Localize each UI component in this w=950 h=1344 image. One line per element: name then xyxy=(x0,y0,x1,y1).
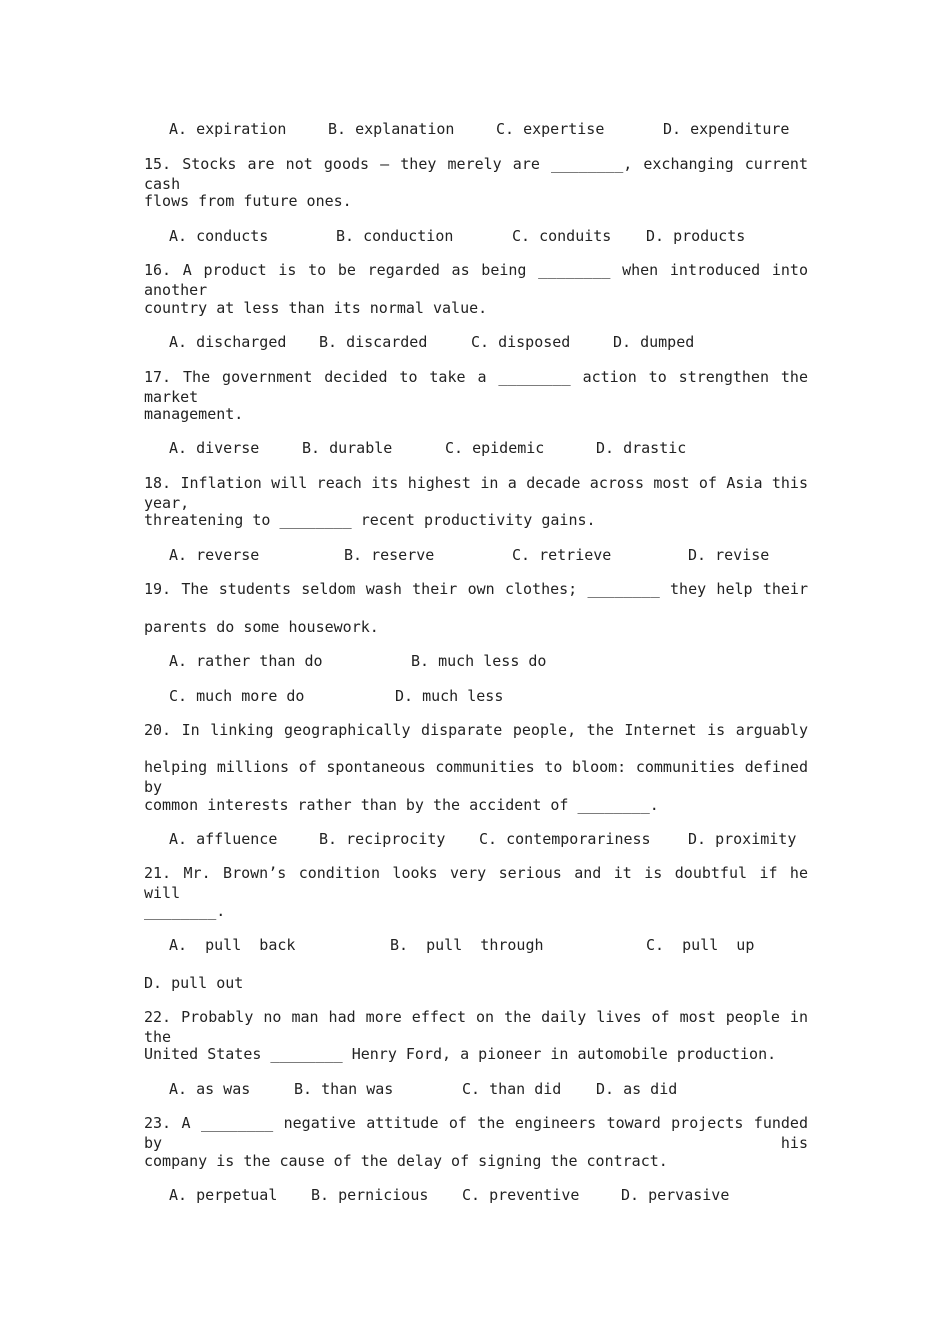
q21-option-b: B. pull through xyxy=(390,936,544,954)
q16-option-d: D. dumped xyxy=(613,333,695,351)
q21-option-c: C. pull up xyxy=(646,936,755,954)
q21-option-d: D. pull out xyxy=(144,974,244,992)
q14-option-d: D. expenditure xyxy=(663,120,790,138)
q15-stem-line1: 15. Stocks are not goods – they merely are ________, exchanging current cash xyxy=(144,155,808,193)
q20-option-b: B. reciprocity xyxy=(319,830,446,848)
q18-option-a: A. reverse xyxy=(169,546,260,564)
q22-option-b: B. than was xyxy=(294,1080,394,1098)
q17-stem-line1: 17. The government decided to take a ________ action to strengthen the market xyxy=(144,368,808,406)
q15-option-b: B. conduction xyxy=(336,227,454,245)
q19-option-a: A. rather than do xyxy=(169,652,323,670)
q19-stem-line2: parents do some housework. xyxy=(144,618,379,636)
q14-option-a: A. expiration xyxy=(169,120,287,138)
q16-stem-line2: country at less than its normal value. xyxy=(144,299,488,317)
q18-option-d: D. revise xyxy=(688,546,770,564)
q19-option-b: B. much less do xyxy=(411,652,547,670)
q20-stem-line2: helping millions of spontaneous communities to bloom: communities defined by xyxy=(144,758,808,796)
q23-stem-line1: 23. A ________ negative attitude of the engineers toward projects funded by his xyxy=(144,1114,808,1152)
q17-option-b: B. durable xyxy=(302,439,393,457)
q23-stem-line2: company is the cause of the delay of signing the contract. xyxy=(144,1152,668,1170)
q18-stem-line2: threatening to ________ recent productivity gains. xyxy=(144,511,596,529)
q21-option-a: A. pull back xyxy=(169,936,296,954)
q16-option-a: A. discharged xyxy=(169,333,287,351)
q20-stem-line1: 20. In linking geographically disparate people, the Internet is arguably xyxy=(144,721,808,739)
q20-option-c: C. contemporariness xyxy=(479,830,651,848)
q17-option-a: A. diverse xyxy=(169,439,260,457)
q15-option-c: C. conduits xyxy=(512,227,612,245)
q18-option-c: C. retrieve xyxy=(512,546,612,564)
q16-option-b: B. discarded xyxy=(319,333,428,351)
q21-stem-line1: 21. Mr. Brown’s condition looks very serious and it is doubtful if he will xyxy=(144,864,808,902)
q19-stem-line1: 19. The students seldom wash their own clothes; ________ they help their xyxy=(144,580,808,598)
q20-option-a: A. affluence xyxy=(169,830,278,848)
q22-option-a: A. as was xyxy=(169,1080,251,1098)
q23-option-c: C. preventive xyxy=(462,1186,580,1204)
q19-option-d: D. much less xyxy=(395,687,504,705)
q22-stem-line1: 22. Probably no man had more effect on the daily lives of most people in the xyxy=(144,1008,808,1046)
q14-option-b: B. explanation xyxy=(328,120,455,138)
q23-option-b: B. pernicious xyxy=(311,1186,429,1204)
q22-option-d: D. as did xyxy=(596,1080,678,1098)
q19-option-c: C. much more do xyxy=(169,687,305,705)
q17-stem-line2: management. xyxy=(144,405,244,423)
q22-stem-line2: United States ________ Henry Ford, a pioneer in automobile production. xyxy=(144,1045,777,1063)
q20-stem-line3: common interests rather than by the accident of ________. xyxy=(144,796,659,814)
q18-stem-line1: 18. Inflation will reach its highest in a decade across most of Asia this year, xyxy=(144,474,808,512)
q15-option-a: A. conducts xyxy=(169,227,269,245)
q16-option-c: C. disposed xyxy=(471,333,571,351)
q22-option-c: C. than did xyxy=(462,1080,562,1098)
q23-option-a: A. perpetual xyxy=(169,1186,278,1204)
q16-stem-line1: 16. A product is to be regarded as being ________ when introduced into another xyxy=(144,261,808,299)
q14-option-c: C. expertise xyxy=(496,120,605,138)
q18-option-b: B. reserve xyxy=(344,546,435,564)
q21-stem-line2: ________. xyxy=(144,902,226,920)
q20-option-d: D. proximity xyxy=(688,830,797,848)
q15-option-d: D. products xyxy=(646,227,746,245)
q17-option-d: D. drastic xyxy=(596,439,687,457)
q17-option-c: C. epidemic xyxy=(445,439,545,457)
q23-option-d: D. pervasive xyxy=(621,1186,730,1204)
q15-stem-line2: flows from future ones. xyxy=(144,192,352,210)
